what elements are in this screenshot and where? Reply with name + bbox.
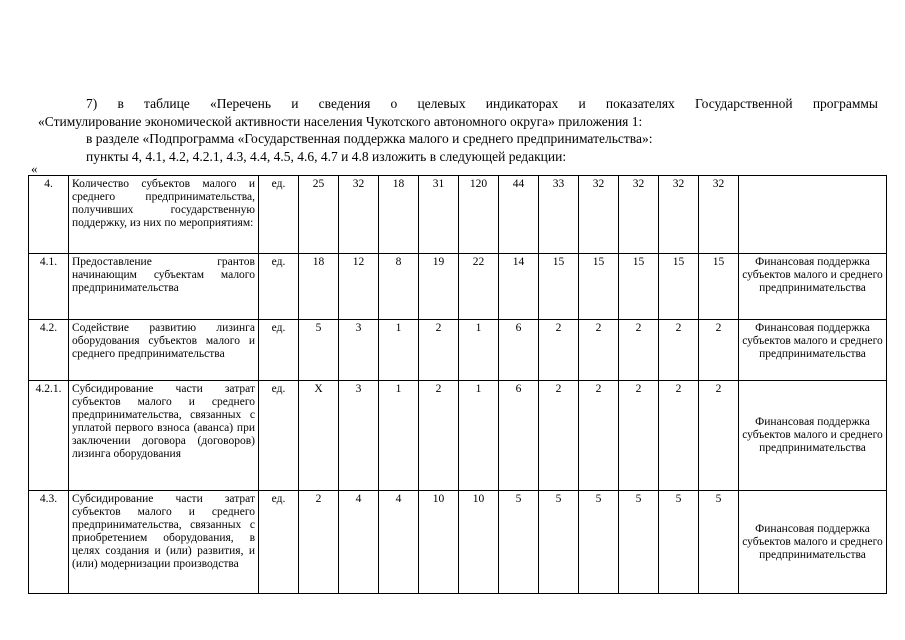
value-cell: 18 <box>379 176 419 254</box>
value-cell: 5 <box>499 491 539 594</box>
value-cell: 10 <box>419 491 459 594</box>
indicator-name: Субсидирование части затрат субъектов малого и среднего предпринимательства, связанных с приобретением оборудования, в целях создания и (или) развития, и (или) модернизации производства <box>69 491 259 594</box>
value-cell: 2 <box>619 381 659 491</box>
unit-cell: ед. <box>259 254 299 320</box>
value-cell: 5 <box>699 491 739 594</box>
value-cell: 33 <box>539 176 579 254</box>
table-row <box>29 320 887 381</box>
value-cell: 44 <box>499 176 539 254</box>
value-cell: 32 <box>579 176 619 254</box>
value-cell: 25 <box>299 176 339 254</box>
row-number: 4.2.1. <box>29 381 69 491</box>
value-cell: 5 <box>539 491 579 594</box>
row-number: 4. <box>29 176 69 254</box>
value-cell: 15 <box>619 254 659 320</box>
value-cell: 1 <box>459 381 499 491</box>
value-cell: 15 <box>659 254 699 320</box>
value-cell: 2 <box>699 381 739 491</box>
source-cell: Финансовая поддержка субъектов малого и среднего предпринимательства <box>739 320 887 381</box>
row-number: 4.1. <box>29 254 69 320</box>
value-cell: 2 <box>299 491 339 594</box>
source-cell: Финансовая поддержка субъектов малого и среднего предпринимательства <box>739 491 887 594</box>
indicator-name: Субсидирование части затрат субъектов малого и среднего предпринимательства, связанных с уплатой первого взноса (аванса) при заключении договора (договоров) лизинга оборудования <box>69 381 259 491</box>
intro-line-2: «Стимулирование экономической активности населения Чукотского автономного округа» приложения 1: <box>38 113 643 129</box>
value-cell: 5 <box>659 491 699 594</box>
value-cell: 18 <box>299 254 339 320</box>
value-cell: 3 <box>339 320 379 381</box>
value-cell: Х <box>299 381 339 491</box>
opening-quote: « <box>31 161 38 176</box>
indicator-name: Количество субъектов малого и среднего предпринимательства, получивших государственную поддержку, из них по мероприятиям: <box>69 176 259 254</box>
value-cell: 15 <box>699 254 739 320</box>
value-cell: 2 <box>579 320 619 381</box>
value-cell: 1 <box>379 381 419 491</box>
value-cell: 2 <box>419 381 459 491</box>
value-cell: 10 <box>459 491 499 594</box>
table-row <box>29 381 887 491</box>
value-cell: 6 <box>499 381 539 491</box>
table-row <box>29 254 887 320</box>
row-number: 4.3. <box>29 491 69 594</box>
value-cell: 32 <box>339 176 379 254</box>
source-cell: Финансовая поддержка субъектов малого и среднего предпринимательства <box>739 381 887 491</box>
value-cell: 8 <box>379 254 419 320</box>
value-cell: 4 <box>379 491 419 594</box>
value-cell: 15 <box>539 254 579 320</box>
unit-cell: ед. <box>259 320 299 381</box>
value-cell: 2 <box>699 320 739 381</box>
unit-cell: ед. <box>259 381 299 491</box>
value-cell: 19 <box>419 254 459 320</box>
value-cell: 15 <box>579 254 619 320</box>
value-cell: 6 <box>499 320 539 381</box>
value-cell: 120 <box>459 176 499 254</box>
value-cell: 2 <box>659 381 699 491</box>
value-cell: 14 <box>499 254 539 320</box>
value-cell: 22 <box>459 254 499 320</box>
row-number: 4.2. <box>29 320 69 381</box>
value-cell: 32 <box>619 176 659 254</box>
value-cell: 3 <box>339 381 379 491</box>
value-cell: 31 <box>419 176 459 254</box>
source-cell: Финансовая поддержка субъектов малого и среднего предпринимательства <box>739 254 887 320</box>
table-row <box>29 176 887 254</box>
value-cell: 1 <box>459 320 499 381</box>
indicators-table <box>28 175 887 594</box>
value-cell: 5 <box>579 491 619 594</box>
value-cell: 2 <box>419 320 459 381</box>
intro-line-1: 7) в таблице «Перечень и сведения о целевых индикаторах и показателях Государственной программы <box>86 96 878 111</box>
unit-cell: ед. <box>259 491 299 594</box>
value-cell: 12 <box>339 254 379 320</box>
value-cell: 2 <box>659 320 699 381</box>
indicator-name: Содействие развитию лизинга оборудования субъектов малого и среднего предпринимательства <box>69 320 259 381</box>
value-cell: 5 <box>619 491 659 594</box>
value-cell: 2 <box>539 381 579 491</box>
source-cell <box>739 176 887 254</box>
value-cell: 2 <box>579 381 619 491</box>
value-cell: 32 <box>659 176 699 254</box>
value-cell: 2 <box>619 320 659 381</box>
table-row <box>29 491 887 594</box>
intro-line-4: пункты 4, 4.1, 4.2, 4.2.1, 4.3, 4.4, 4.5, 4.6, 4.7 и 4.8 изложить в следующей редакции: <box>86 148 567 164</box>
intro-line-3: в разделе «Подпрограмма «Государственная поддержка малого и среднего предпринимательства»: <box>86 131 653 146</box>
value-cell: 4 <box>339 491 379 594</box>
value-cell: 32 <box>699 176 739 254</box>
value-cell: 1 <box>379 320 419 381</box>
unit-cell: ед. <box>259 176 299 254</box>
value-cell: 5 <box>299 320 339 381</box>
intro-text <box>38 95 878 165</box>
indicator-name: Предоставление грантов начинающим субъектам малого предпринимательства <box>69 254 259 320</box>
value-cell: 2 <box>539 320 579 381</box>
